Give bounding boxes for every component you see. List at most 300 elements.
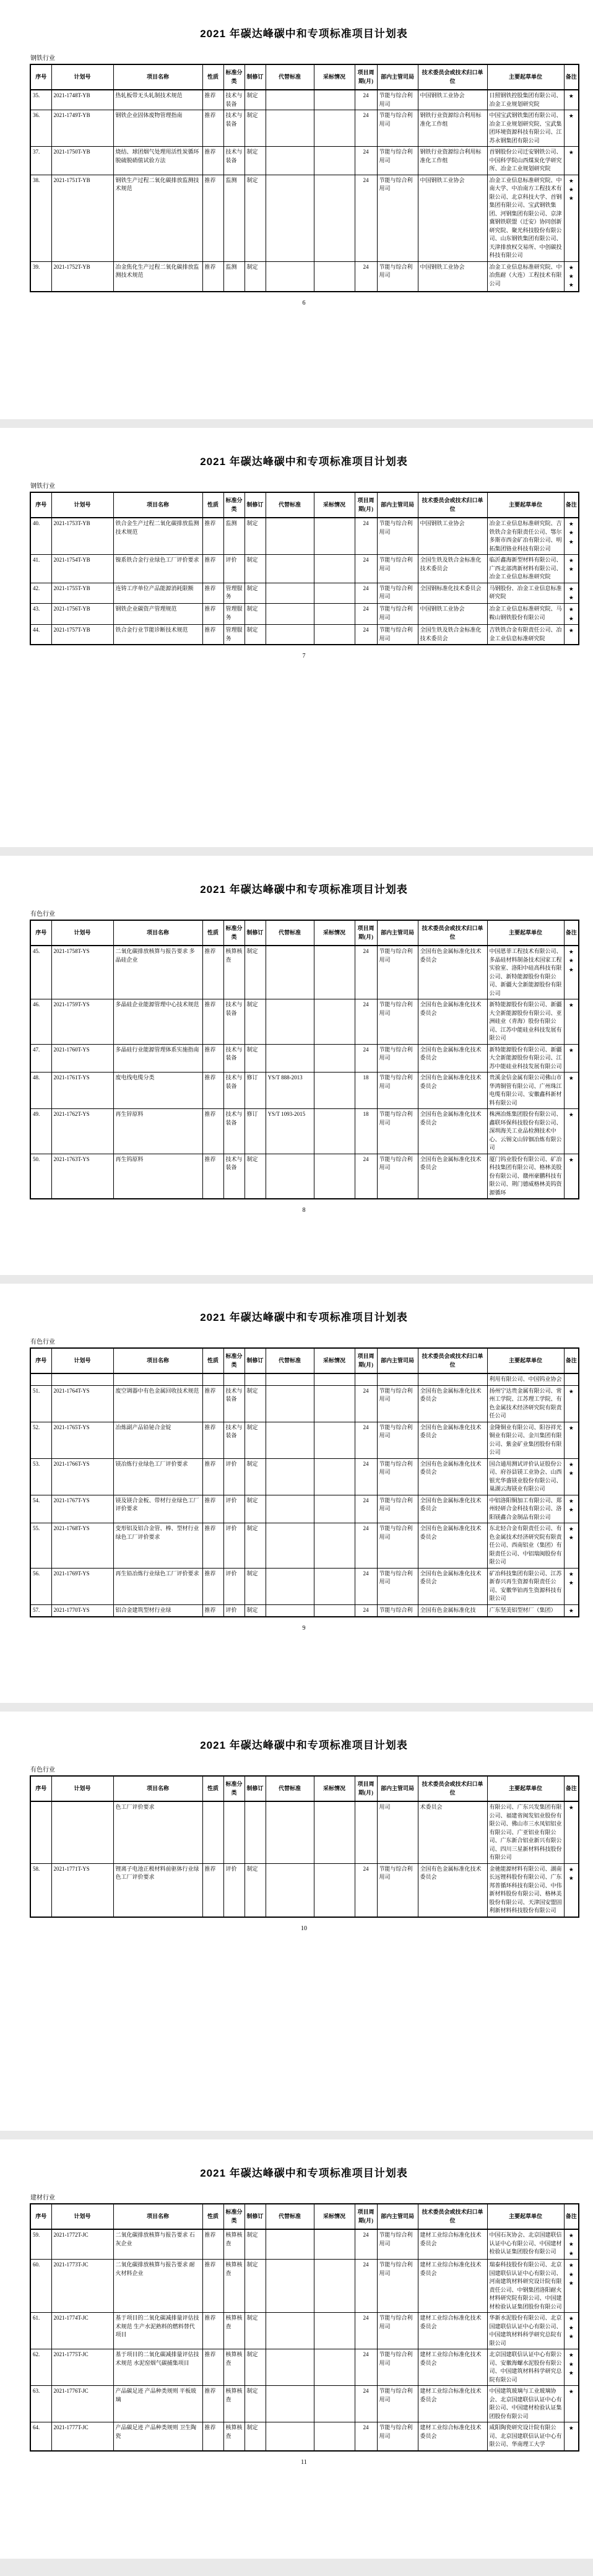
table-cell: 建材工业综合标准化技术委员会 (418, 2422, 487, 2451)
table-cell: 推荐 (202, 946, 223, 999)
table-cell: 中国钢铁工业协会 (418, 90, 487, 110)
table-cell: 国合通用测试评价认证股份公司、府谷县镁工业协会、山西银光华盛镁业股份有限公司、巢湖云海镁业有限公司 (487, 1458, 564, 1495)
table-row (30, 2229, 579, 2260)
table-cell: 24 (355, 1458, 377, 1495)
table-row (30, 1863, 579, 1917)
page-title: 2021 年碳达峰碳中和专项标准项目计划表 (200, 2167, 408, 2179)
table-cell: 钢铁行业资源综合利用标准化工作组 (418, 147, 487, 175)
table-cell: 中国钢铁工业协会 (418, 518, 487, 555)
table-row (30, 110, 579, 147)
table-cell: 64. (30, 2422, 51, 2451)
column-header: 代替标准 (266, 920, 314, 946)
table-cell (314, 1109, 355, 1154)
table-cell (314, 555, 355, 583)
table-cell: 推荐 (202, 175, 223, 261)
table-cell: 节能与综合利用司 (377, 175, 418, 261)
table-cell (202, 1373, 223, 1385)
column-header: 项目周期(月) (355, 64, 377, 90)
table-cell: 24 (355, 110, 377, 147)
column-header: 技术委员会或技术归口单位 (418, 1348, 487, 1373)
column-header: 标准分类 (223, 2204, 245, 2229)
column-header: 计划号 (51, 1776, 113, 1801)
column-header: 序号 (30, 920, 51, 946)
table-cell: 锂离子电池正极材料前驱体行业绿色工厂评价要求 (113, 1863, 202, 1917)
table-cell: 节能与综合利用司 (377, 999, 418, 1045)
table-cell (266, 1604, 314, 1617)
table-cell: 金驰能源材料有限公司、湖南长远锂科股份有限公司、广东邦普循环科技有限公司、中伟新材料股份有限公司、格林美股份有限公司、天津国安盟固利新材料科技股份有限公司 (487, 1863, 564, 1917)
column-header: 代替标准 (266, 64, 314, 90)
table-cell: 59. (30, 2229, 51, 2260)
table-cell: 推荐 (202, 2313, 223, 2349)
table-cell: 铁合金生产过程二氧化碳排放监测技术规范 (113, 518, 202, 555)
plan-table (30, 1347, 579, 1617)
table-cell: 连铸工序单位产品能源消耗限额 (113, 583, 202, 604)
table-cell: 2021-1762T-YS (51, 1109, 113, 1154)
table-cell (314, 1154, 355, 1199)
table-cell: 节能与综合利用司 (377, 1385, 418, 1422)
table-cell: 制定 (245, 2260, 266, 2313)
column-header: 标准分类 (223, 1348, 245, 1373)
table-cell: 24 (355, 999, 377, 1045)
table-cell: 管理服务 (223, 583, 245, 604)
table-cell (314, 583, 355, 604)
table-cell: 节能与综合利用司 (377, 946, 418, 999)
table-cell: 修订 (245, 1073, 266, 1109)
column-header: 主要起草单位 (487, 64, 564, 90)
table-cell: 全国有色金属标准化技术委员会 (418, 999, 487, 1045)
table-cell: 技术与装备 (223, 90, 245, 110)
table-header-row (30, 2204, 579, 2229)
plan-table (30, 492, 579, 645)
table-cell: 2021-1759T-YS (51, 999, 113, 1045)
table-cell: 推荐 (202, 1568, 223, 1604)
table-cell: 金隆铜业有限公司、阳谷祥光铜业有限公司、金川集团有限公司、紫金矿业集团股份有限公司 (487, 1422, 564, 1458)
table-cell (314, 604, 355, 625)
table-cell: 节能与综合利用司 (377, 1073, 418, 1109)
table-cell: 基于项目的二氧化碳减排量评估技术规范 水泥窑烟气碳捕集项目 (113, 2349, 202, 2386)
table-cell: 53. (30, 1458, 51, 1495)
column-header: 性质 (202, 1776, 223, 1801)
table-cell: ★ (564, 90, 579, 110)
table-cell (266, 1385, 314, 1422)
table-cell: 推荐 (202, 2386, 223, 2422)
column-header: 序号 (30, 2204, 51, 2229)
table-cell: 2021-1769T-YS (51, 1568, 113, 1604)
table-cell: 制定 (245, 583, 266, 604)
table-cell: 节能与综合利用司 (377, 2422, 418, 2451)
table-cell (266, 1044, 314, 1073)
table-cell: ★★★ (564, 175, 579, 261)
table-cell: 中国钢铁工业协会 (418, 604, 487, 625)
table-cell: 2021-1761T-YS (51, 1073, 113, 1109)
table-cell: 推荐 (202, 1523, 223, 1569)
table-cell (266, 1801, 314, 1863)
table-cell: 2021-1757T-YB (51, 625, 113, 645)
table-cell (51, 1373, 113, 1385)
table-cell: 制定 (245, 1044, 266, 1073)
table-cell: 推荐 (202, 1385, 223, 1422)
section-label: 有色行业 (30, 911, 55, 918)
table-cell: 贵溪金信金属有限公司佛山市华鸿铜管有限公司、广州珠江电缆有限公司、安徽鑫科新材料有限公司 (487, 1073, 564, 1109)
table-cell: 评价 (223, 1604, 245, 1617)
table-row (30, 1373, 579, 1385)
table-cell: 技术与装备 (223, 999, 245, 1045)
table-cell: 制定 (245, 147, 266, 175)
table-cell: 扬州宁达贵金属有限公司、常州工学院、江苏理工学院、有色金属技术经济研究院有限责任公司 (487, 1385, 564, 1422)
column-header: 主要起草单位 (487, 920, 564, 946)
page-title: 2021 年碳达峰碳中和专项标准项目计划表 (200, 884, 408, 895)
section-label: 建材行业 (30, 2195, 55, 2201)
table-cell: 24 (355, 2260, 377, 2313)
table-cell: 24 (355, 175, 377, 261)
table-cell: 制定 (245, 1422, 266, 1458)
table-cell: 45. (30, 946, 51, 999)
table-cell: 冶金焦化生产过程二氧化碳排放监测技术规范 (113, 261, 202, 292)
table-cell: 制定 (245, 604, 266, 625)
column-header: 项目周期(月) (355, 1776, 377, 1801)
table-cell: 建材工业综合标准化技术委员会 (418, 2313, 487, 2349)
table-cell: 管理服务 (223, 604, 245, 625)
table-cell: ★★ (564, 1568, 579, 1604)
table-row (30, 1154, 579, 1199)
table-cell: 42. (30, 583, 51, 604)
table-cell: 核算核查 (223, 2313, 245, 2349)
table-cell: 47. (30, 1044, 51, 1073)
column-header: 计划号 (51, 492, 113, 518)
table-cell: 2021-1770T-YS (51, 1604, 113, 1617)
table-cell: 钢铁生产过程二氧化碳排放监测技术规范 (113, 175, 202, 261)
column-header: 项目名称 (113, 2204, 202, 2229)
table-cell: 2021-1776T-JC (51, 2386, 113, 2422)
table-cell: 再生铅冶炼行业绿色工厂评价要求 (113, 1568, 202, 1604)
table-cell (314, 1801, 355, 1863)
column-header: 备注 (564, 492, 579, 518)
table-cell: 节能与综合利用司 (377, 110, 418, 147)
table-cell: 2021-1773T-JC (51, 2260, 113, 2313)
table-cell (266, 604, 314, 625)
table-cell: 2021-1771T-YS (51, 1863, 113, 1917)
table-cell: ★★★ (564, 518, 579, 555)
table-cell: 核算核查 (223, 2422, 245, 2451)
column-header: 计划号 (51, 64, 113, 90)
table-cell: 24 (355, 518, 377, 555)
table-cell: 2021-1772T-JC (51, 2229, 113, 2260)
table-cell: 建材工业综合标准化技术委员会 (418, 2349, 487, 2386)
table-header-row (30, 492, 579, 518)
table-cell: 55. (30, 1523, 51, 1569)
column-header: 备注 (564, 1776, 579, 1801)
table-cell: 18 (355, 1073, 377, 1109)
table-cell: 41. (30, 555, 51, 583)
table-row (30, 555, 579, 583)
table-cell: 全国有色金属标准化技 (418, 1604, 487, 1617)
table-cell: 制定 (245, 2422, 266, 2451)
table-cell: 全国有色金属标准化技术委员会 (418, 1523, 487, 1569)
table-cell: 中国建筑玻璃与工业玻璃协会、北京国建联信认证中心有限公司、中国建材检验认证集团股份有限公司 (487, 2386, 564, 2422)
table-cell: 24 (355, 2422, 377, 2451)
table-header-row (30, 920, 579, 946)
column-header: 项目名称 (113, 920, 202, 946)
table-cell: ★★★ (564, 2313, 579, 2349)
table-cell (314, 110, 355, 147)
table-cell: 24 (355, 946, 377, 999)
table-cell: 制定 (245, 1495, 266, 1523)
table-cell: 46. (30, 999, 51, 1045)
table-cell: 24 (355, 2349, 377, 2386)
table-cell (266, 147, 314, 175)
table-cell: 节能与综合利用司 (377, 2386, 418, 2422)
table-cell: 24 (355, 261, 377, 292)
table-cell: 用司 (377, 1801, 418, 1863)
table-cell (564, 1373, 579, 1385)
table-cell: 2021-1775T-JC (51, 2349, 113, 2386)
table-cell (266, 1523, 314, 1569)
table-cell: 技术与装备 (223, 110, 245, 147)
table-cell: 评价 (223, 555, 245, 583)
table-cell: 节能与综合利用司 (377, 1109, 418, 1154)
table-row (30, 999, 579, 1045)
table-cell (266, 261, 314, 292)
table-cell: 全国有色金属标准化技术委员会 (418, 1385, 487, 1422)
table-row (30, 1604, 579, 1617)
table-cell: 镍系铁合金行业绿色工厂评价要求 (113, 555, 202, 583)
table-body (30, 518, 579, 645)
table-cell: 制定 (245, 175, 266, 261)
table-cell: 节能与综合利用司 (377, 583, 418, 604)
table-cell: 节能与综合利用司 (377, 2260, 418, 2313)
table-cell: 24 (355, 147, 377, 175)
table-cell: 全国有色金属标准化技术委员会 (418, 946, 487, 999)
table-row (30, 518, 579, 555)
table-cell: 技术与装备 (223, 1044, 245, 1073)
table-cell: 推荐 (202, 1109, 223, 1154)
table-cell: ★★★ (564, 2229, 579, 2260)
table-cell: 56. (30, 1568, 51, 1604)
table-cell: 2021-1774T-JC (51, 2313, 113, 2349)
table-cell: 制定 (245, 1385, 266, 1422)
table-body (30, 2229, 579, 2451)
plan-table (30, 64, 579, 292)
table-cell: 技术与装备 (223, 1154, 245, 1199)
table-cell: 制定 (245, 1568, 266, 1604)
column-header: 项目周期(月) (355, 492, 377, 518)
column-header: 制修订 (245, 1776, 266, 1801)
column-header: 项目周期(月) (355, 1348, 377, 1373)
table-cell: 24 (355, 1495, 377, 1523)
table-cell: ★ (564, 1154, 579, 1199)
table-cell: 推荐 (202, 999, 223, 1045)
table-cell: 63. (30, 2386, 51, 2422)
table-cell: ★ (564, 2386, 579, 2422)
column-header: 序号 (30, 1776, 51, 1801)
table-cell: 修订 (245, 1109, 266, 1154)
table-cell: YS/T 1093-2015 (266, 1109, 314, 1154)
table-cell (314, 2386, 355, 2422)
table-cell: 制定 (245, 90, 266, 110)
column-header: 计划号 (51, 2204, 113, 2229)
table-cell: 全国有色金属标准化技术委员会 (418, 1863, 487, 1917)
column-header: 性质 (202, 2204, 223, 2229)
table-cell: 24 (355, 1863, 377, 1917)
table-cell: 推荐 (202, 147, 223, 175)
document-page (0, 1712, 593, 2131)
column-header: 项目周期(月) (355, 920, 377, 946)
table-cell: 60. (30, 2260, 51, 2313)
table-cell: 49. (30, 1109, 51, 1154)
table-cell: 产品碳足迹 产品种类规则 卫生陶瓷 (113, 2422, 202, 2451)
table-cell: 37. (30, 147, 51, 175)
table-cell: 全国有色金属标准化技术委员会 (418, 1495, 487, 1523)
table-cell: 推荐 (202, 1422, 223, 1458)
table-cell (314, 946, 355, 999)
column-header: 代替标准 (266, 492, 314, 518)
table-cell: ★ (564, 147, 579, 175)
table-cell: 24 (355, 2386, 377, 2422)
table-cell: 2021-1767T-YS (51, 1495, 113, 1523)
table-cell (314, 1604, 355, 1617)
table-cell (314, 1458, 355, 1495)
table-cell: 全国生铁及铁合金标准化技术委员会 (418, 555, 487, 583)
table-row (30, 2349, 579, 2386)
page-title: 2021 年碳达峰碳中和专项标准项目计划表 (200, 1312, 408, 1323)
column-header: 性质 (202, 920, 223, 946)
table-cell: 推荐 (202, 555, 223, 583)
column-header: 代替标准 (266, 1348, 314, 1373)
table-row (30, 261, 579, 292)
table-cell: 2021-1763T-YS (51, 1154, 113, 1199)
table-cell (266, 1495, 314, 1523)
table-cell: 全国有色金属标准化技术委员会 (418, 1073, 487, 1109)
table-cell: 节能与综合利用司 (377, 261, 418, 292)
table-header-row (30, 1776, 579, 1801)
table-cell: 钢铁企业固体废物管理指南 (113, 110, 202, 147)
table-header-row (30, 1348, 579, 1373)
page-number: 6 (302, 299, 306, 307)
table-cell: 2021-1755T-YB (51, 583, 113, 604)
table-cell: 全国有色金属标准化技术委员会 (418, 1154, 487, 1199)
column-header: 计划号 (51, 920, 113, 946)
table-cell (355, 1801, 377, 1863)
section-label: 钢铁行业 (30, 55, 55, 62)
table-row (30, 2422, 579, 2451)
table-cell (266, 1373, 314, 1385)
table-cell: 烧结、球团烟气处理用活性炭循环脱硫脱硝值试验方法 (113, 147, 202, 175)
table-cell: ★ (564, 999, 579, 1045)
table-cell: 推荐 (202, 1044, 223, 1073)
table-body (30, 1373, 579, 1617)
table-cell: 38. (30, 175, 51, 261)
table-cell: 推荐 (202, 1073, 223, 1109)
table-cell: 18 (355, 1109, 377, 1154)
table-cell: 24 (355, 1568, 377, 1604)
table-cell: 节能与综合利用司 (377, 625, 418, 645)
table-cell: 评价 (223, 1568, 245, 1604)
table-cell (314, 147, 355, 175)
column-header: 备注 (564, 920, 579, 946)
table-cell: 52. (30, 1422, 51, 1458)
table-cell: ★★ (564, 1495, 579, 1523)
table-cell: 24 (355, 583, 377, 604)
table-cell: 24 (355, 1044, 377, 1073)
table-cell (266, 175, 314, 261)
table-cell: 核算核查 (223, 2260, 245, 2313)
column-header: 备注 (564, 2204, 579, 2229)
table-cell: 监测 (223, 518, 245, 555)
table-cell: 节能与综合利用司 (377, 1044, 418, 1073)
table-cell (266, 1568, 314, 1604)
table-cell: 临沂鑫海新型材料有限公司、广西北部湾新材料有限公司、冶金工业信息标准研究院 (487, 555, 564, 583)
table-cell: 技术与装备 (223, 1385, 245, 1422)
table-cell: 制定 (245, 999, 266, 1045)
table-cell: 节能与综合利用司 (377, 604, 418, 625)
table-cell (266, 2313, 314, 2349)
page-number: 11 (301, 2458, 307, 2466)
table-cell: 建材工业综合标准化技术委员会 (418, 2260, 487, 2313)
column-header: 性质 (202, 1348, 223, 1373)
column-header: 主要起草单位 (487, 1348, 564, 1373)
column-header: 制修订 (245, 2204, 266, 2229)
table-cell: 基于项目的二氧化碳减排量评估技术规范 生产水泥熟料的燃料替代项目 (113, 2313, 202, 2349)
table-cell: 推荐 (202, 1154, 223, 1199)
table-cell (266, 90, 314, 110)
table-cell (266, 2229, 314, 2260)
column-header: 项目名称 (113, 492, 202, 518)
table-cell: 50. (30, 1154, 51, 1199)
table-cell: 2021-1777T-JC (51, 2422, 113, 2451)
table-body (30, 90, 579, 292)
plan-table (30, 2203, 579, 2452)
column-header: 制修订 (245, 492, 266, 518)
table-cell: 24 (355, 1385, 377, 1422)
table-cell: 制定 (245, 625, 266, 645)
table-cell: 监测 (223, 261, 245, 292)
column-header: 项目名称 (113, 1348, 202, 1373)
table-cell: ★★★ (564, 2260, 579, 2313)
page-title: 2021 年碳达峰碳中和专项标准项目计划表 (200, 456, 408, 468)
table-cell: 核算核查 (223, 2349, 245, 2386)
table-row (30, 583, 579, 604)
table-row (30, 1801, 579, 1863)
table-cell: 铝合金建筑型材行业绿 (113, 1604, 202, 1617)
table-cell: 2021-1760T-YS (51, 1044, 113, 1073)
table-cell: 全国有色金属标准化技术委员会 (418, 1044, 487, 1073)
table-cell: 推荐 (202, 604, 223, 625)
table-cell (314, 1523, 355, 1569)
column-header: 技术委员会或技术归口单位 (418, 64, 487, 90)
table-cell: 广东坚美铝型材厂（集团） (487, 1604, 564, 1617)
table-cell (314, 1044, 355, 1073)
table-cell: 技术与装备 (223, 1073, 245, 1109)
table-cell: 24 (355, 555, 377, 583)
column-header: 技术委员会或技术归口单位 (418, 1776, 487, 1801)
table-cell: 2021-1753T-YB (51, 518, 113, 555)
table-cell: 东北轻合金有限责任公司、有色金属技术经济研究院有限责任公司、西南铝业（集团）有限责任公司、中铝瑞闽股份有限公司 (487, 1523, 564, 1569)
table-row (30, 1422, 579, 1458)
table-cell: 产品碳足迹 产品种类规则 平板玻璃 (113, 2386, 202, 2422)
table-cell (266, 1422, 314, 1458)
document-page (0, 1284, 593, 1703)
column-header: 制修订 (245, 64, 266, 90)
table-cell (314, 261, 355, 292)
section-label: 有色行业 (30, 1767, 55, 1773)
table-cell: 中国石灰协会、北京国建联信认证中心有限公司、中国建材检验认证集团股份有限公司 (487, 2229, 564, 2260)
table-cell: 厦门钨业股份有限公司、矿冶科技集团有限公司、格林美股份有限公司、赣州豪鹏科技有限公司、荆门德威格林美钨资源循环 (487, 1154, 564, 1199)
table-cell: 全国有色金属标准化技术委员会 (418, 1109, 487, 1154)
table-cell: 铁合金行业节能诊断技术规范 (113, 625, 202, 645)
table-cell: 40. (30, 518, 51, 555)
table-cell: 57. (30, 1604, 51, 1617)
table-cell: 制定 (245, 2349, 266, 2386)
